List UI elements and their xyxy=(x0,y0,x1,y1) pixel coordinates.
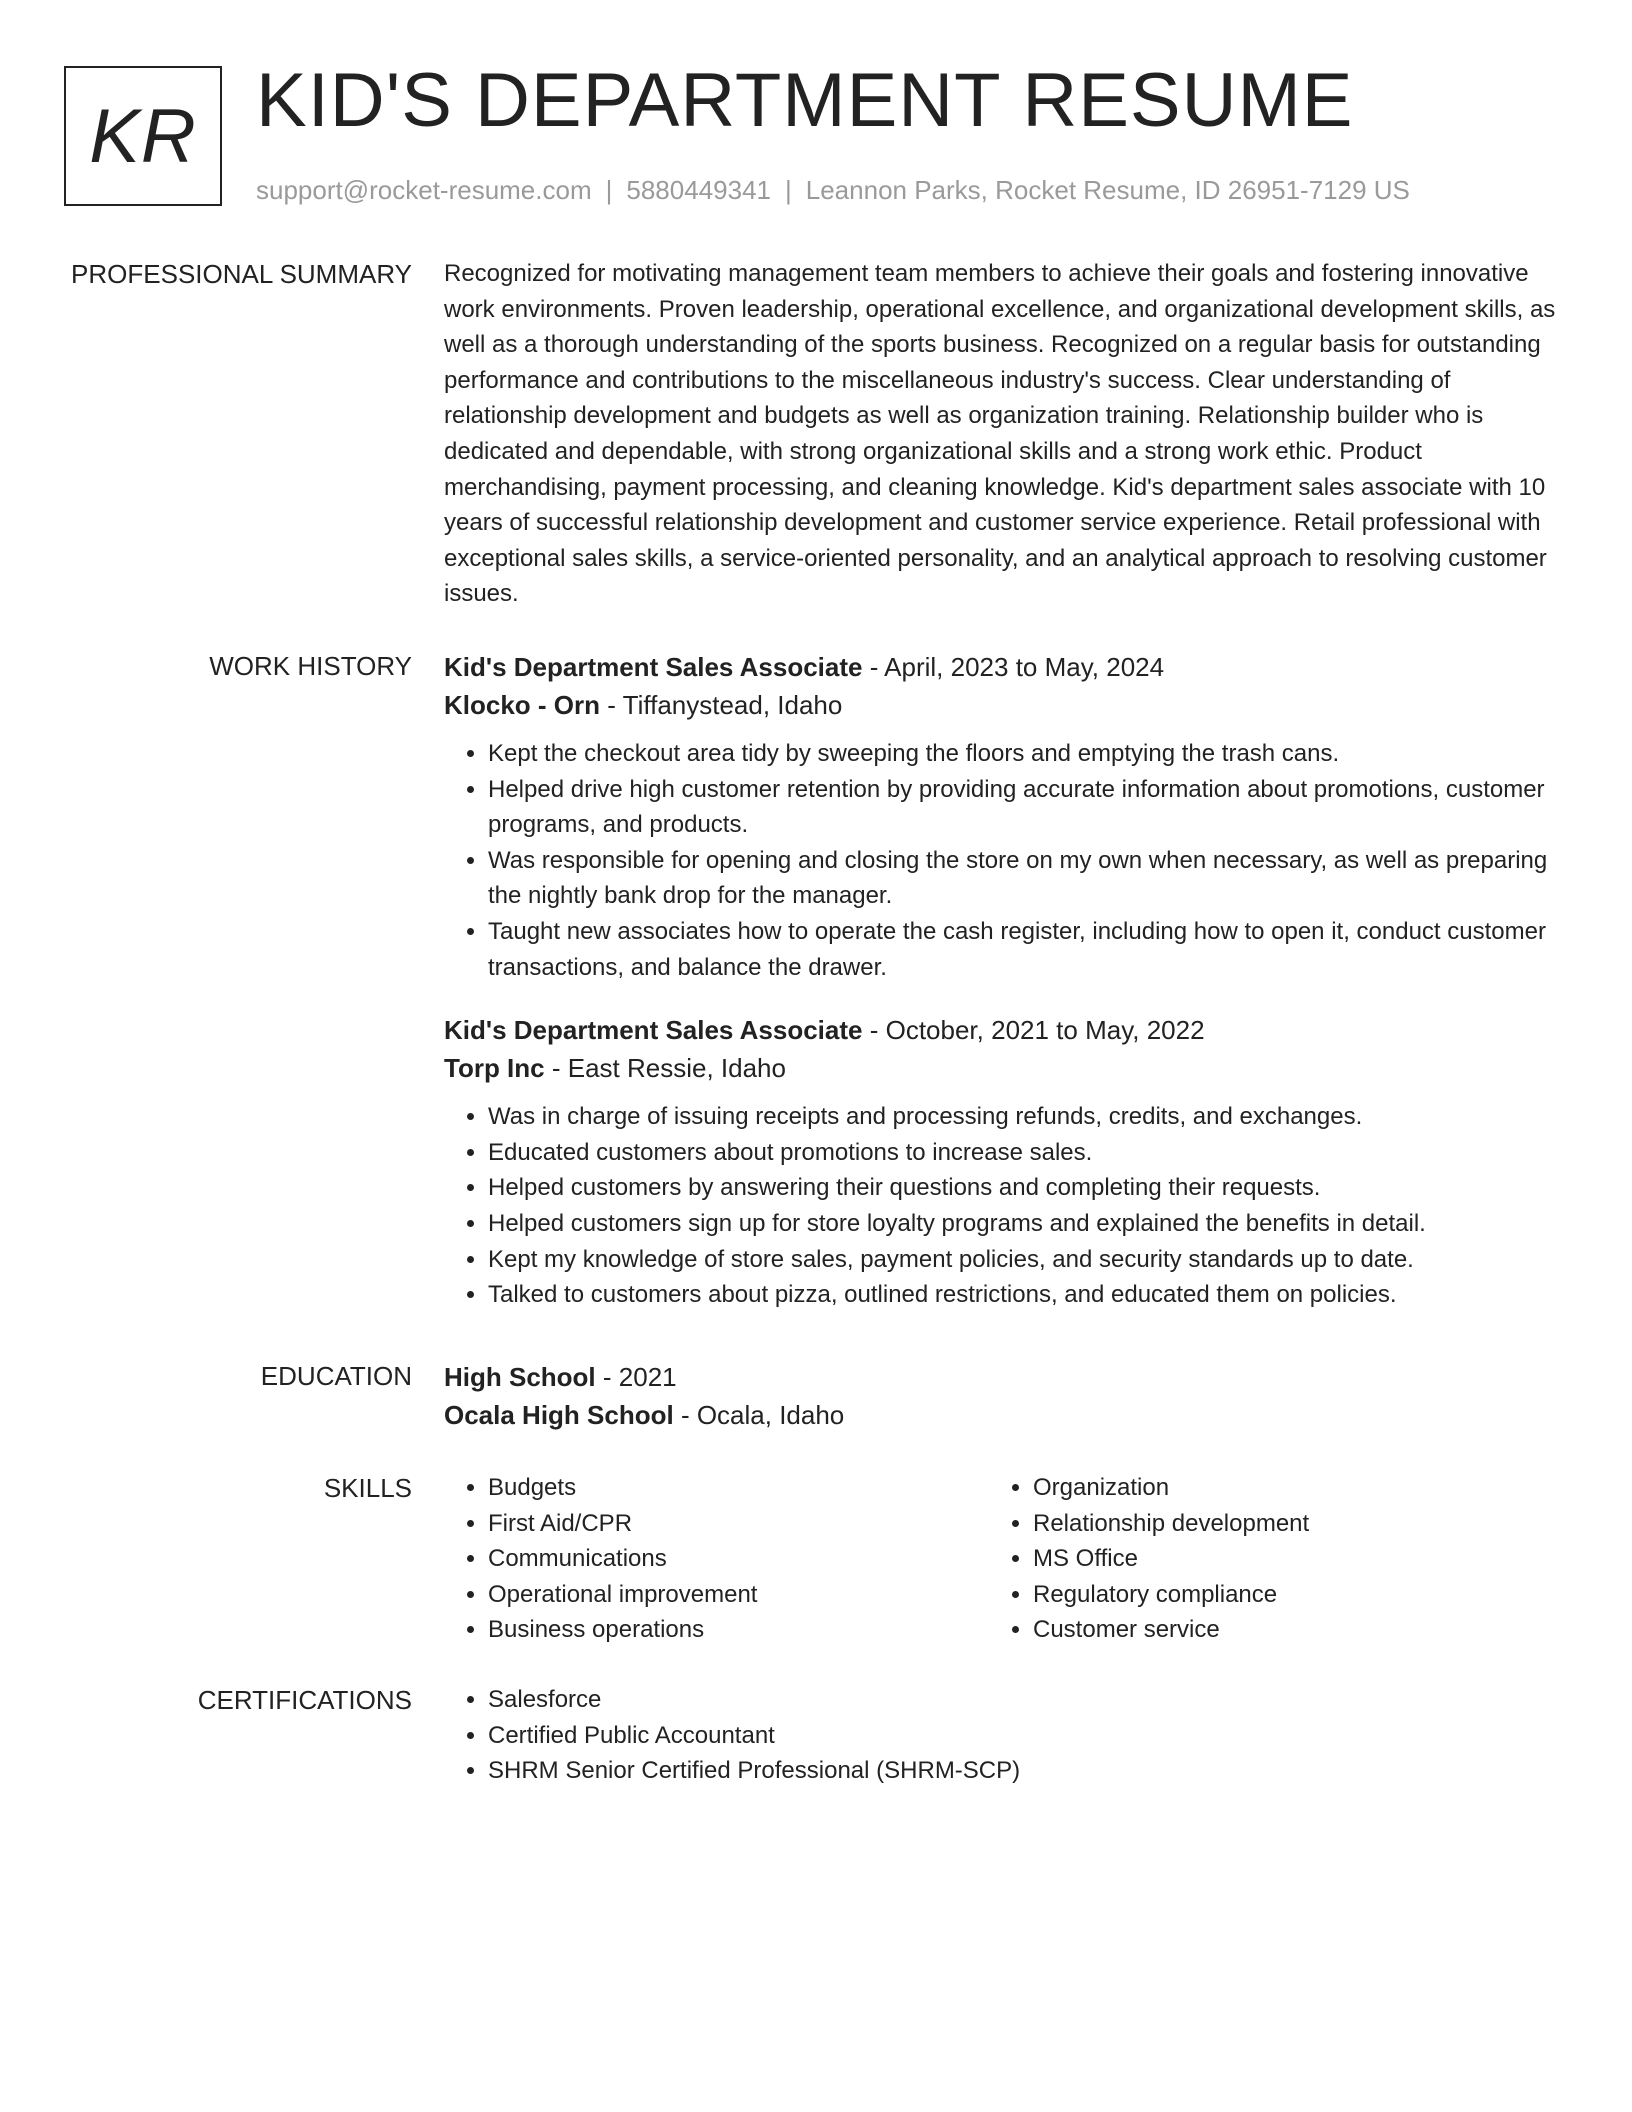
resume-title: KID'S DEPARTMENT RESUME xyxy=(256,58,1354,143)
job-title-line xyxy=(444,1011,1564,1049)
job-company-line xyxy=(444,1049,1564,1087)
skill-item: • Budgets xyxy=(488,1470,989,1506)
skill-item: • MS Office xyxy=(1033,1541,1534,1577)
contact-line xyxy=(256,172,1410,208)
job-bullet: • Was in charge of issuing receipts and processing refunds, credits, and exchanges. xyxy=(488,1099,1564,1135)
education-heading: EDUCATION xyxy=(260,1361,412,1391)
skill-item: • Regulatory compliance xyxy=(1033,1577,1534,1613)
job-dates: - April, 2023 to May, 2024 xyxy=(862,652,1165,682)
summary-body xyxy=(444,256,1564,612)
job-bullet: • Kept my knowledge of store sales, payment policies, and security standards up to date. xyxy=(488,1242,1564,1278)
certification-item: • SHRM Senior Certified Professional (SHRM-SCP) xyxy=(488,1753,1564,1789)
certifications-heading: CERTIFICATIONS xyxy=(197,1685,412,1715)
skill-item: • First Aid/CPR xyxy=(488,1506,989,1542)
summary-heading: PROFESSIONAL SUMMARY xyxy=(71,259,412,289)
job-company: Torp Inc xyxy=(444,1053,545,1084)
job-bullet: • Educated customers about promotions to increase sales. xyxy=(488,1135,1564,1171)
education-degree-line xyxy=(444,1358,1564,1396)
work-history-body xyxy=(444,648,1564,1313)
certification-item: • Certified Public Accountant xyxy=(488,1718,1564,1754)
skill-item: • Business operations xyxy=(488,1612,989,1648)
certification-item: • Salesforce xyxy=(488,1682,1564,1718)
job-location: - Tiffanystead, Idaho xyxy=(600,690,843,720)
education-location: - Ocala, Idaho xyxy=(673,1400,845,1430)
job-entry xyxy=(444,1011,1564,1313)
education-degree: High School xyxy=(444,1362,596,1392)
job-bullet: • Talked to customers about pizza, outlined restrictions, and educated them on policies. xyxy=(488,1277,1564,1313)
contact-email: support@rocket-resume.com xyxy=(256,175,592,205)
job-company-line xyxy=(444,686,1564,724)
job-title-line xyxy=(444,648,1564,686)
skills-list-left xyxy=(444,1470,989,1648)
skills-list-right xyxy=(989,1470,1534,1648)
certifications-list xyxy=(444,1682,1564,1789)
contact-separator: | xyxy=(785,175,792,205)
education-body xyxy=(444,1358,1564,1434)
job-dates: - October, 2021 to May, 2022 xyxy=(862,1015,1205,1046)
job-bullet: • Helped customers sign up for store loyalty programs and explained the benefits in detail. xyxy=(488,1206,1564,1242)
summary-text: Recognized for motivating management team members to achieve their goals and fostering innovative work environments. Proven leadership, operational excellence, and organizational development skills, as well as a thorough understanding of the sports business. Recognized on a regular basis for outstanding performance and contributions to the miscellaneous industry's success. Clear understanding of relationship development and budgets as well as organization training. Relationship builder who is dedicated and dependable, with strong organizational skills and a strong work ethic. Product merchandising, payment processing, and cleaning knowledge. Kid's department sales associate with 10 years of successful relationship development and customer service experience. Retail professional with exceptional sales skills, a service-oriented personality, and an analytical approach to resolving customer issues. xyxy=(444,260,1556,608)
certifications-body xyxy=(444,1682,1564,1789)
contact-phone: 5880449341 xyxy=(626,175,771,205)
skill-item: • Customer service xyxy=(1033,1612,1534,1648)
monogram-box: KR xyxy=(64,66,222,206)
education-year: - 2021 xyxy=(595,1362,677,1392)
skill-item: • Organization xyxy=(1033,1470,1534,1506)
job-title: Kid's Department Sales Associate xyxy=(444,652,863,682)
job-bullet: • Kept the checkout area tidy by sweeping the floors and emptying the trash cans. xyxy=(488,736,1564,772)
job-title: Kid's Department Sales Associate xyxy=(444,1015,863,1046)
skill-item: • Operational improvement xyxy=(488,1577,989,1613)
education-school-line xyxy=(444,1396,1564,1434)
job-location: - East Ressie, Idaho xyxy=(544,1053,786,1084)
skill-item: • Relationship development xyxy=(1033,1506,1534,1542)
job-bullets xyxy=(444,736,1564,985)
work-history-heading: WORK HISTORY xyxy=(209,651,412,681)
skills-heading: SKILLS xyxy=(323,1473,412,1503)
skills-body xyxy=(444,1470,1564,1648)
contact-separator: | xyxy=(605,175,613,205)
contact-address: Leannon Parks, Rocket Resume, ID 26951-7129 US xyxy=(805,175,1410,205)
job-bullet: • Was responsible for opening and closing the store on my own when necessary, as well as preparing the nightly bank drop for the manager. xyxy=(488,843,1564,914)
job-company: Klocko - Orn xyxy=(444,690,601,720)
skills-grid xyxy=(444,1470,1564,1648)
job-entry xyxy=(444,648,1564,985)
job-bullet: • Taught new associates how to operate the cash register, including how to open it, conduct customer transactions, and balance the drawer. xyxy=(488,914,1564,985)
skill-item: • Communications xyxy=(488,1541,989,1577)
job-bullet: • Helped drive high customer retention by providing accurate information about promotions, customer programs, and products. xyxy=(488,772,1564,843)
education-school: Ocala High School xyxy=(444,1400,674,1430)
job-bullets xyxy=(444,1099,1564,1313)
job-bullet: • Helped customers by answering their questions and completing their requests. xyxy=(488,1170,1564,1206)
